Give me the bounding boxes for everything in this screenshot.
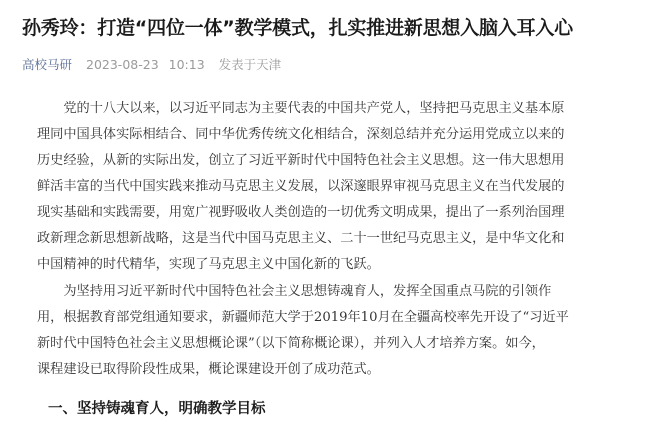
paragraph-line: 党的十八大以来，以习近平同志为主要代表的中国共产党人，坚持把马克思主义基本原 xyxy=(37,101,565,116)
paragraph-line: 理同中国具体实际相结合、同中华优秀传统文化相结合，深刻总结并充分运用党成立以来的 xyxy=(37,127,565,142)
paragraph-line: 鲜活丰富的当代中国实践来推动马克思主义发展，以深邃眼界审视马克思主义在当代发展的 xyxy=(37,179,565,194)
article-meta xyxy=(22,56,281,74)
article-title: 孙秀玲：打造“四位一体”教学模式，扎实推进新思想入脑入耳入心 xyxy=(22,17,573,39)
paragraph-line: 用，根据教育部党组通知要求，新疆师范大学于2019年10月在全疆高校率先开设了“习近平 xyxy=(37,310,569,325)
publish-date: 2023-08-23 xyxy=(86,57,159,72)
paragraph-line: 政新理念新思想新战略，这是当代中国马克思主义、二十一世纪马克思主义，是中华文化和 xyxy=(37,231,565,246)
paragraph-2 xyxy=(37,279,609,383)
section-heading: 一、坚持铸魂育人，明确教学目标 xyxy=(48,401,266,417)
paragraph-line: 中国精神的时代精华，实现了马克思主义中国化新的飞跃。 xyxy=(37,257,380,272)
paragraph-line: 课程建设已取得阶段性成果，概论课建设开创了成功范式。 xyxy=(37,362,380,377)
paragraph-line: 新时代中国特色社会主义思想概论课”（以下简称概论课），并列入人才培养方案。如今， xyxy=(37,336,545,351)
publish-location: 发表于天津 xyxy=(218,57,282,72)
paragraph-line: 为坚持用习近平新时代中国特色社会主义思想铸魂育人，发挥全国重点马院的引领作 xyxy=(37,284,552,299)
account-name-link[interactable]: 高校马研 xyxy=(22,57,73,72)
paragraph-1 xyxy=(37,96,609,278)
publish-time: 10:13 xyxy=(168,57,205,72)
paragraph-line: 历史经验，从新的实际出发，创立了习近平新时代中国特色社会主义思想。这一伟大思想用 xyxy=(37,153,565,168)
paragraph-line: 现实基础和实践需要，用宽广视野吸收人类创造的一切优秀文明成果，提出了一系列治国理 xyxy=(37,205,565,220)
